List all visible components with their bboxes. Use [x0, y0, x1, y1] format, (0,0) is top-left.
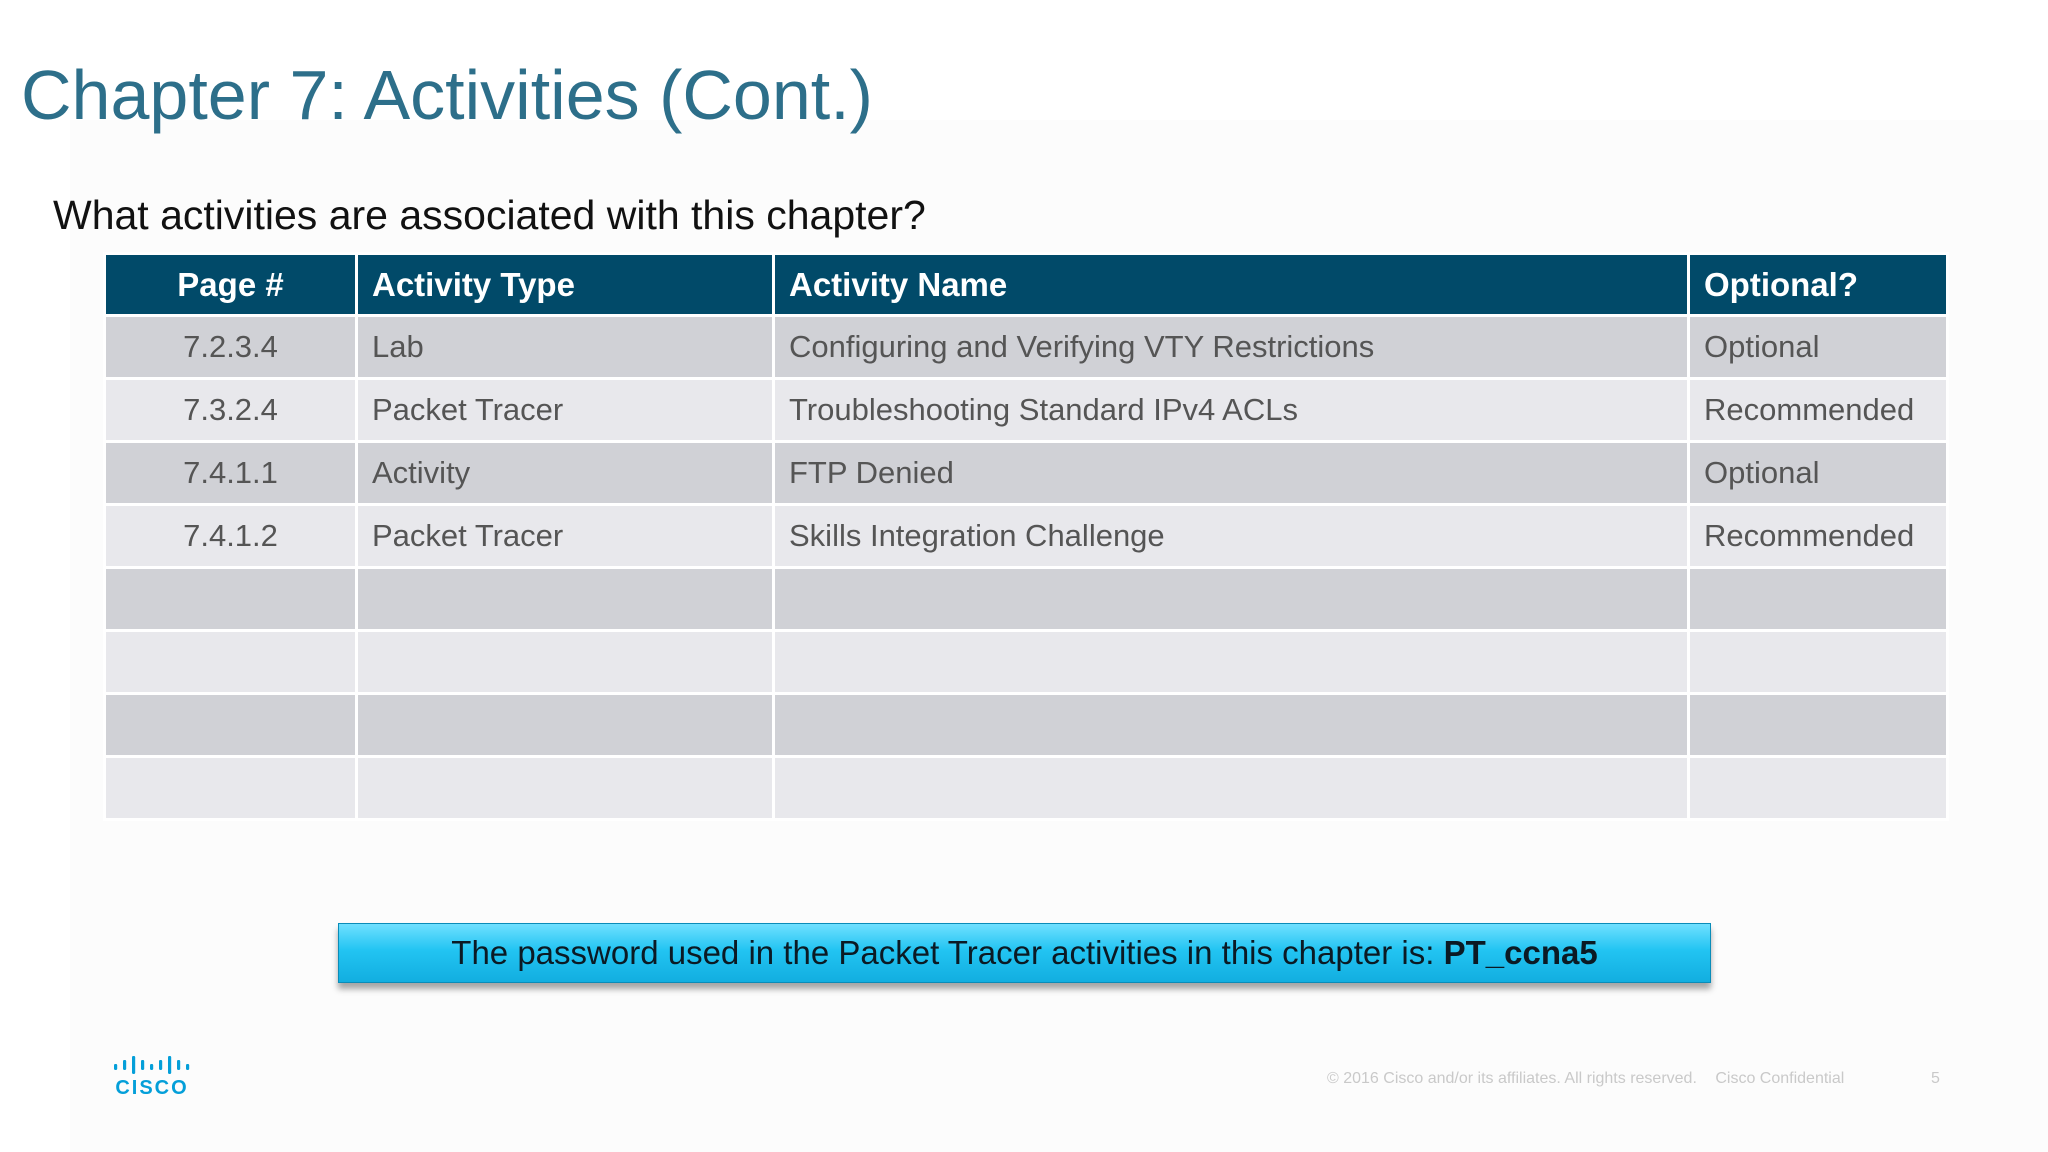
password-banner-text: The password used in the Packet Tracer activities in this chapter is: [451, 934, 1444, 971]
cell-activity-name [774, 757, 1689, 820]
table-row [105, 379, 1948, 442]
copyright-text: © 2016 Cisco and/or its affiliates. All rights reserved. [1327, 1070, 1697, 1087]
table-row-empty [105, 568, 1948, 631]
cell-optional: Optional [1689, 316, 1948, 379]
table-header-row [105, 254, 1948, 316]
cell-activity-name [774, 694, 1689, 757]
header-activity-name: Activity Name [774, 254, 1689, 316]
activities-table-container [103, 252, 1946, 821]
cell-activity-type [357, 757, 774, 820]
cell-page-number: 7.4.1.2 [105, 505, 357, 568]
table-row-empty [105, 694, 1948, 757]
cell-activity-type: Lab [357, 316, 774, 379]
cell-optional: Recommended [1689, 379, 1948, 442]
cell-activity-type [357, 631, 774, 694]
cell-optional [1689, 757, 1948, 820]
cell-page-number: 7.4.1.1 [105, 442, 357, 505]
cell-activity-name [774, 631, 1689, 694]
cell-activity-type [357, 694, 774, 757]
cell-activity-name: Skills Integration Challenge [774, 505, 1689, 568]
header-activity-type: Activity Type [357, 254, 774, 316]
cell-optional [1689, 631, 1948, 694]
cell-page-number [105, 568, 357, 631]
cisco-logo-icon [112, 1055, 192, 1100]
confidential-text: Cisco Confidential [1715, 1070, 1845, 1087]
cell-optional [1689, 694, 1948, 757]
table-row-empty [105, 757, 1948, 820]
cell-optional [1689, 568, 1948, 631]
cell-page-number [105, 694, 357, 757]
cell-page-number [105, 631, 357, 694]
cell-page-number [105, 757, 357, 820]
header-page-number: Page # [105, 254, 357, 316]
cisco-bars-icon [112, 1055, 192, 1075]
cell-optional: Recommended [1689, 505, 1948, 568]
cell-activity-type [357, 568, 774, 631]
password-banner [338, 923, 1711, 983]
cell-activity-name: FTP Denied [774, 442, 1689, 505]
cell-optional: Optional [1689, 442, 1948, 505]
password-value: PT_ccna5 [1443, 934, 1598, 971]
table-row [105, 316, 1948, 379]
footer-legal [1327, 1070, 1858, 1088]
cisco-logo-text: CISCO [115, 1077, 189, 1099]
cell-activity-name [774, 568, 1689, 631]
table-row [105, 442, 1948, 505]
cell-page-number: 7.3.2.4 [105, 379, 357, 442]
cell-activity-name: Troubleshooting Standard IPv4 ACLs [774, 379, 1689, 442]
activities-table [103, 252, 1949, 821]
cell-activity-type: Packet Tracer [357, 505, 774, 568]
slide-title: Chapter 7: Activities (Cont.) [21, 56, 873, 134]
page-number: 5 [1931, 1070, 1940, 1087]
cell-activity-type: Packet Tracer [357, 379, 774, 442]
cell-page-number: 7.2.3.4 [105, 316, 357, 379]
table-row-empty [105, 631, 1948, 694]
table-row [105, 505, 1948, 568]
header-optional: Optional? [1689, 254, 1948, 316]
cell-activity-name: Configuring and Verifying VTY Restrictions [774, 316, 1689, 379]
cell-activity-type: Activity [357, 442, 774, 505]
slide-question: What activities are associated with this chapter? [53, 192, 926, 238]
